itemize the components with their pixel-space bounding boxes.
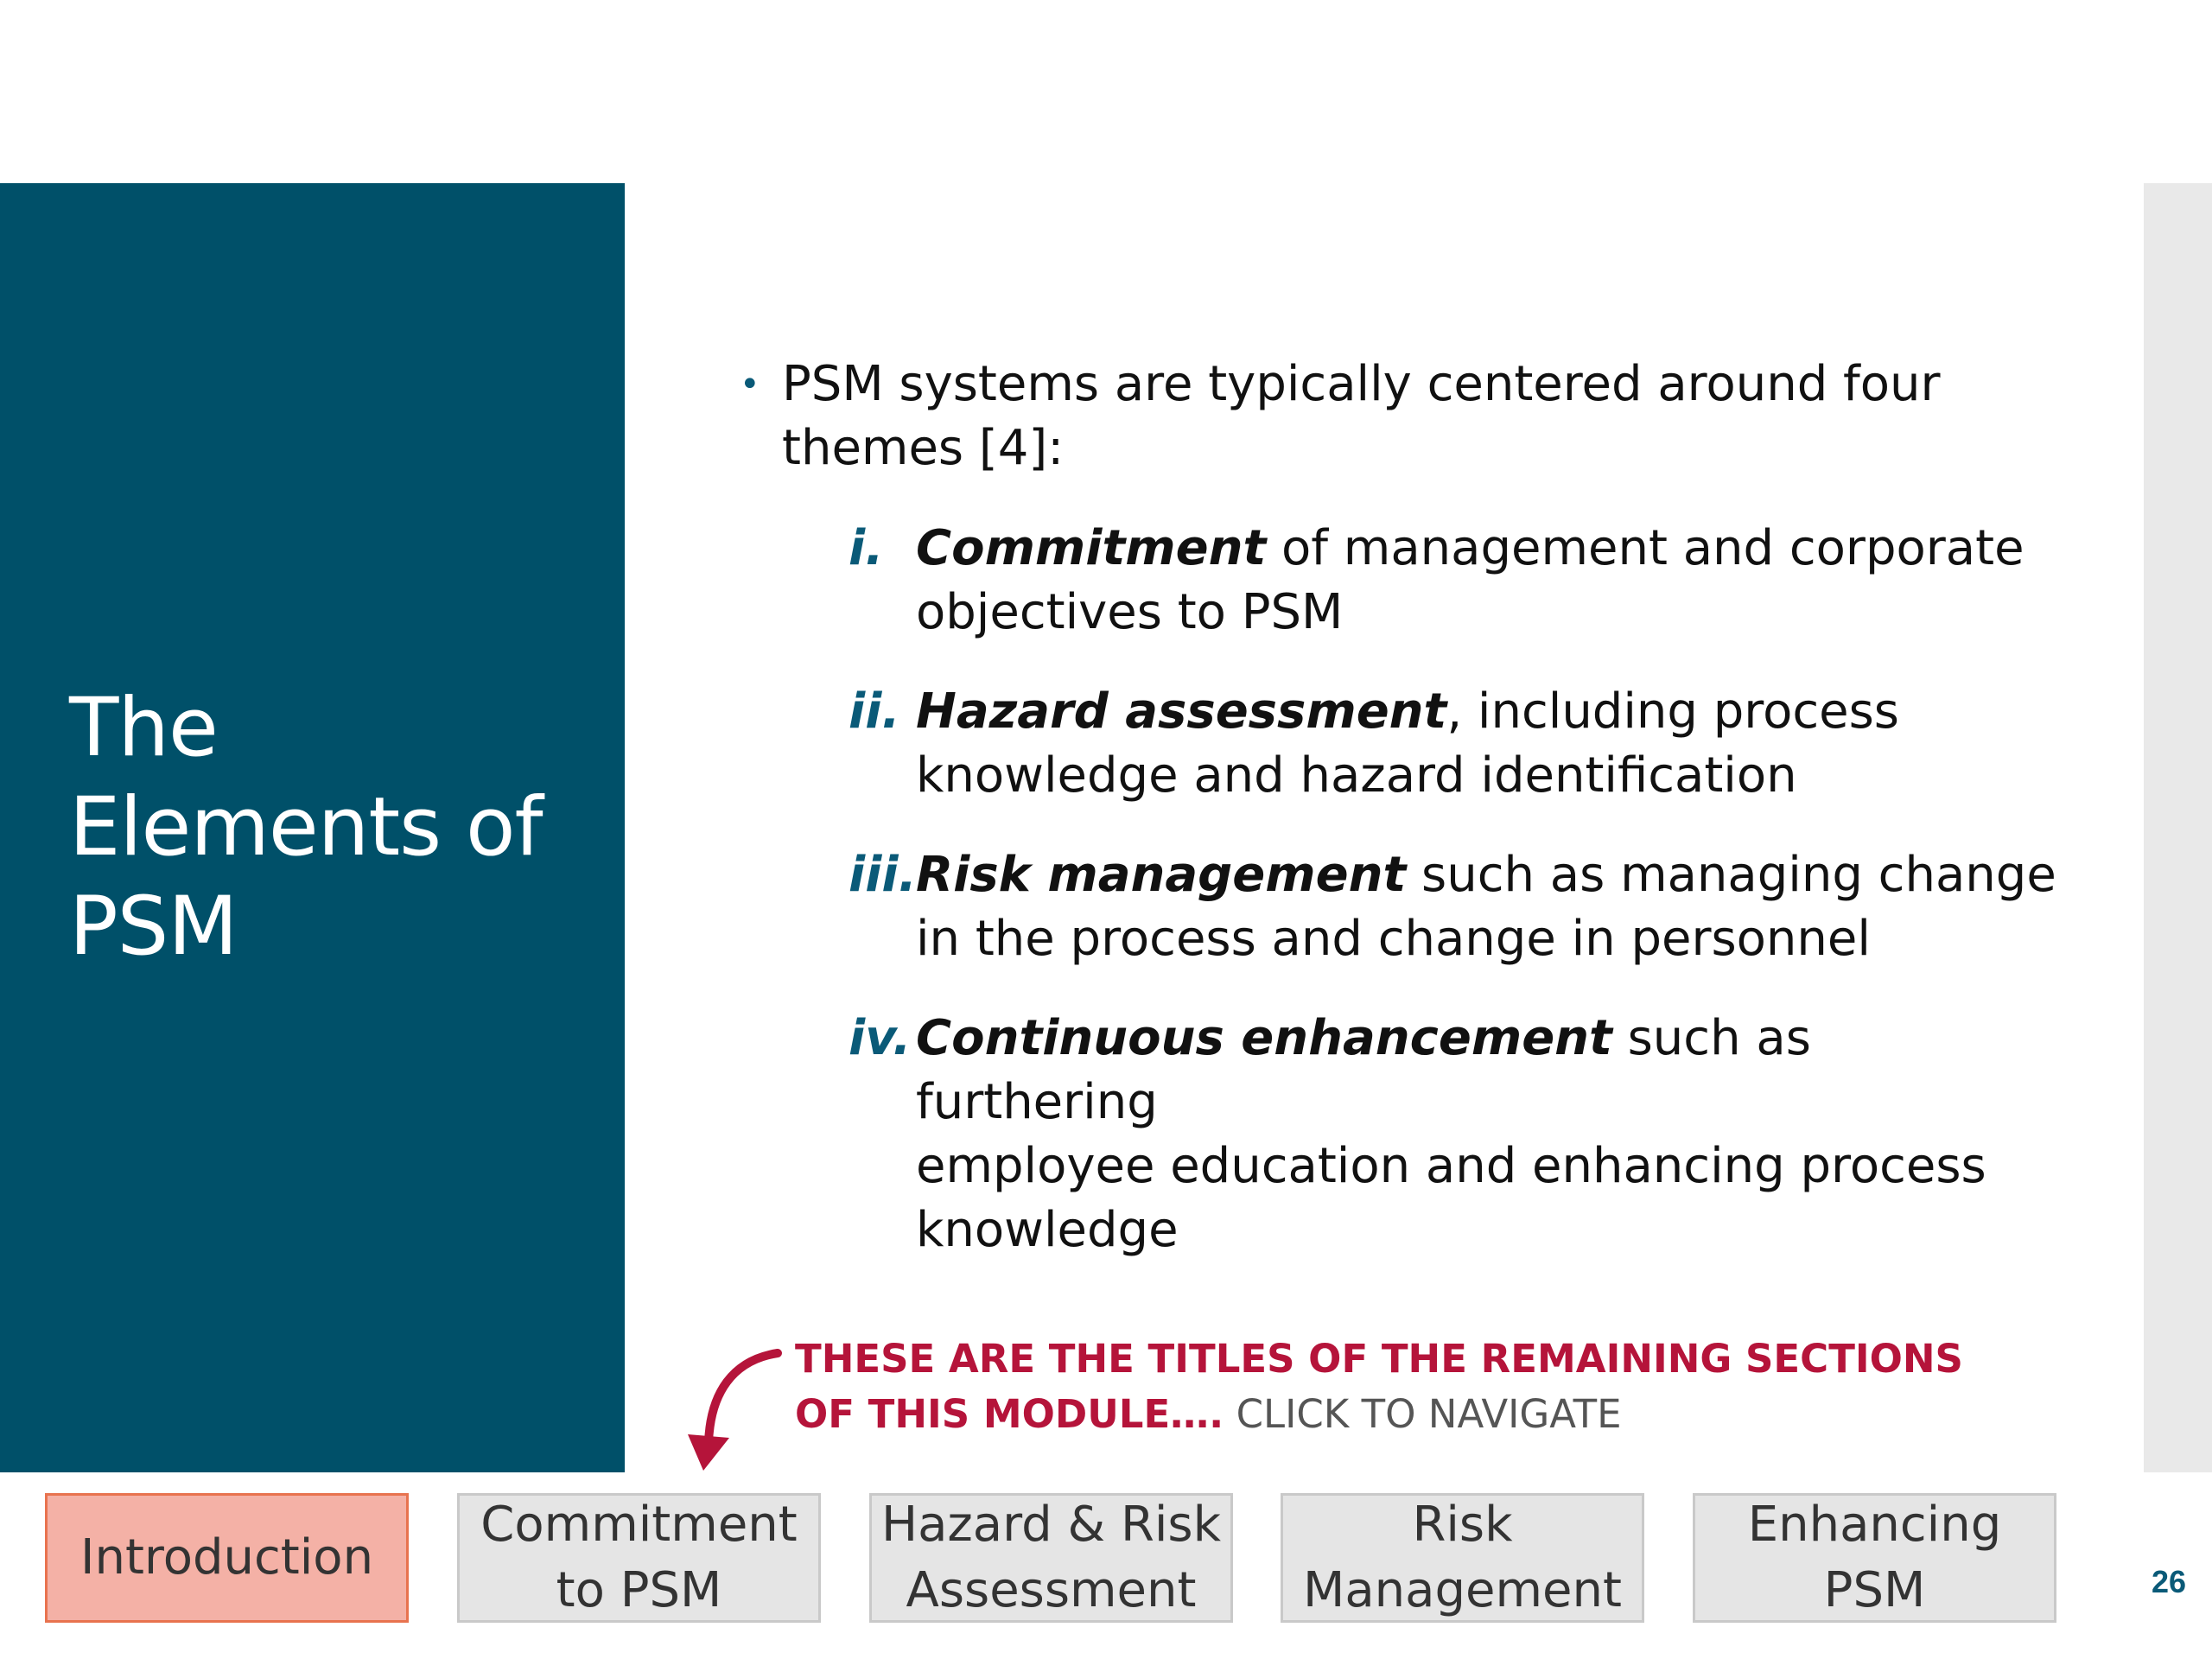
bullet-text-line: themes [4]: xyxy=(782,420,1065,476)
nav-button-label: Hazard & Risk xyxy=(880,1497,1222,1553)
themes-list xyxy=(734,517,2117,1262)
theme-text: such as furthering xyxy=(916,1010,1811,1130)
theme-text: of management and corporate xyxy=(1266,520,2024,576)
slide-title-line: Elements of xyxy=(69,780,543,874)
theme-term: Commitment xyxy=(916,520,1267,576)
page-number: 26 xyxy=(2151,1564,2187,1599)
curved-arrow-down-icon xyxy=(665,1348,795,1478)
slide-title-line: The xyxy=(69,681,218,775)
nav-button-label: to PSM xyxy=(556,1562,722,1618)
theme-number: ii. xyxy=(849,683,900,740)
nav-button-label: Risk xyxy=(1412,1497,1513,1553)
theme-text: in the process and change in personnel xyxy=(916,911,1871,967)
theme-text: , including process xyxy=(1446,683,1899,740)
nav-button-label: Commitment xyxy=(480,1497,798,1553)
nav-button-label: Introduction xyxy=(79,1529,374,1586)
theme-term: Hazard assessment xyxy=(916,683,1447,740)
bullet-text-line: PSM systems are typically centered around four xyxy=(782,356,1941,412)
right-side-strip xyxy=(2144,183,2212,1472)
main-bullet xyxy=(734,353,2009,480)
callout-line: THESE ARE THE TITLES OF THE REMAINING SECTIONS xyxy=(795,1336,1963,1382)
callout-click-hint: CLICK TO NAVIGATE xyxy=(1224,1391,1622,1437)
theme-term: Risk management xyxy=(916,847,1407,903)
theme-text: employee education and enhancing process xyxy=(916,1138,1986,1194)
theme-number: i. xyxy=(849,520,884,576)
theme-item-risk-management xyxy=(734,843,2065,971)
callout-line: OF THIS MODULE…. xyxy=(795,1391,1224,1437)
nav-button-enhancing-psm[interactable] xyxy=(1693,1493,2056,1623)
theme-text: such as managing change xyxy=(1406,847,2056,903)
theme-item-continuous-enhancement xyxy=(734,1007,2065,1262)
nav-button-introduction[interactable] xyxy=(45,1493,409,1623)
navigation-callout xyxy=(795,1332,1963,1442)
theme-text: objectives to PSM xyxy=(916,584,1344,640)
theme-number: iv. xyxy=(849,1010,912,1066)
nav-button-hazard-risk-assessment[interactable] xyxy=(869,1493,1233,1623)
theme-item-hazard-assessment xyxy=(734,680,2065,808)
theme-text: knowledge xyxy=(916,1202,1179,1258)
nav-button-label: PSM xyxy=(1823,1562,1926,1618)
nav-button-label: Management xyxy=(1303,1562,1622,1618)
bullet-dot-icon: • xyxy=(740,365,760,404)
theme-number: iii. xyxy=(849,847,917,903)
content-area xyxy=(734,353,2117,1298)
slide-title xyxy=(69,678,605,976)
theme-term: Continuous enhancement xyxy=(916,1010,1612,1066)
nav-button-label: Enhancing xyxy=(1747,1497,2002,1553)
nav-button-risk-management[interactable] xyxy=(1281,1493,1644,1623)
nav-button-commitment-to-psm[interactable] xyxy=(457,1493,821,1623)
slide-title-line: PSM xyxy=(69,880,238,974)
nav-button-label: Assessment xyxy=(906,1562,1197,1618)
theme-item-commitment xyxy=(734,517,2065,645)
theme-text: knowledge and hazard identification xyxy=(916,747,1797,804)
